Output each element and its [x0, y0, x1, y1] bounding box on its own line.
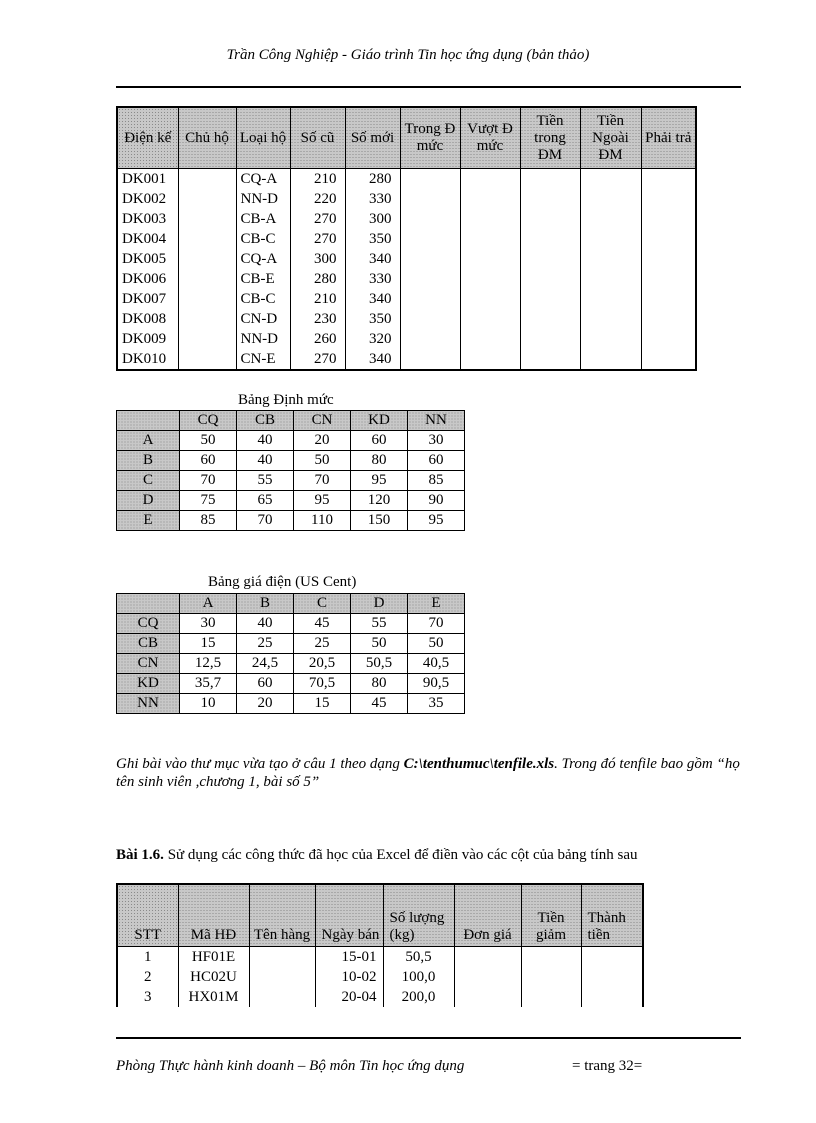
exercise-label: Bài 1.6.	[116, 847, 164, 863]
table-cell	[521, 987, 581, 1007]
table4-header-cell: Đơn giá	[454, 884, 521, 947]
table-cell: DK006	[117, 269, 178, 289]
table-cell: 95	[408, 511, 465, 531]
table1-header-row	[117, 107, 696, 169]
table-cell: 330	[345, 189, 400, 209]
table-cell	[641, 169, 696, 190]
table-cell	[641, 289, 696, 309]
file-path: C:\tenthumuc\tenfile.xls	[403, 756, 555, 772]
table-cell	[581, 967, 643, 987]
table-cell: 340	[345, 289, 400, 309]
table-cell: 20	[237, 694, 294, 714]
table-cell: CQ	[117, 614, 180, 634]
table-row	[117, 289, 696, 309]
table-cell: 10-02	[315, 967, 383, 987]
table1-header-cell: Điện kế	[117, 107, 178, 169]
table-row	[117, 209, 696, 229]
table-cell: 50,5	[383, 947, 454, 968]
table-cell: 60	[237, 674, 294, 694]
table-cell	[520, 329, 580, 349]
table-row	[117, 229, 696, 249]
table-cell	[178, 169, 236, 190]
table-cell: CN-E	[236, 349, 290, 370]
table-cell	[460, 189, 520, 209]
table-cell: 95	[294, 491, 351, 511]
table-cell: NN	[117, 694, 180, 714]
table-cell	[400, 309, 460, 329]
table-cell	[400, 209, 460, 229]
table-cell	[520, 289, 580, 309]
table-cell: 75	[180, 491, 237, 511]
table-cell	[460, 209, 520, 229]
table-cell: DK005	[117, 249, 178, 269]
table-cell: 55	[351, 614, 408, 634]
table1-header-cell: Số mới	[345, 107, 400, 169]
table-cell: C	[117, 471, 180, 491]
table-cell: 20-04	[315, 987, 383, 1007]
table-cell	[178, 309, 236, 329]
table-cell: CN	[294, 411, 351, 431]
table-row	[117, 349, 696, 370]
table-cell: 20,5	[294, 654, 351, 674]
table-cell	[520, 189, 580, 209]
table-cell	[641, 249, 696, 269]
table-cell: CQ	[180, 411, 237, 431]
table4-header-cell: Mã HĐ	[178, 884, 249, 947]
table-cell: 85	[408, 471, 465, 491]
table1-header-cell: Trong Đ mức	[400, 107, 460, 169]
table-cell: 30	[408, 431, 465, 451]
electricity-meter-table	[116, 106, 697, 371]
table-cell: A	[180, 594, 237, 614]
table-cell	[117, 594, 180, 614]
table-cell	[460, 349, 520, 370]
table-cell: 280	[290, 269, 345, 289]
table-cell	[178, 349, 236, 370]
table-row	[117, 189, 696, 209]
table-cell	[641, 269, 696, 289]
table-row	[117, 674, 465, 694]
table-cell: DK007	[117, 289, 178, 309]
table-cell	[460, 169, 520, 190]
table-cell: 70	[408, 614, 465, 634]
table-cell: 95	[351, 471, 408, 491]
table-cell	[178, 229, 236, 249]
table-cell: 25	[237, 634, 294, 654]
table-cell: A	[117, 431, 180, 451]
table-cell: 50	[180, 431, 237, 451]
table-row	[117, 694, 465, 714]
table-cell: 350	[345, 229, 400, 249]
table-cell	[454, 967, 521, 987]
table-cell	[520, 269, 580, 289]
table-cell	[178, 269, 236, 289]
table-cell	[460, 309, 520, 329]
table-cell	[520, 249, 580, 269]
table-cell: E	[117, 511, 180, 531]
table-cell: 210	[290, 169, 345, 190]
table-row	[117, 634, 465, 654]
table-cell: 150	[351, 511, 408, 531]
table-cell	[460, 289, 520, 309]
table-cell: 12,5	[180, 654, 237, 674]
table-cell: CB-C	[236, 229, 290, 249]
table-cell: 50	[408, 634, 465, 654]
table-cell: CQ-A	[236, 249, 290, 269]
table-cell: 90	[408, 491, 465, 511]
table-cell	[178, 249, 236, 269]
table-cell: CQ-A	[236, 169, 290, 190]
table-header-row	[117, 411, 465, 431]
table-cell: CB	[117, 634, 180, 654]
table-cell	[521, 947, 581, 968]
quota-table	[116, 410, 465, 531]
table-cell	[400, 249, 460, 269]
table-cell: 35,7	[180, 674, 237, 694]
table-cell: 350	[345, 309, 400, 329]
table-cell	[641, 229, 696, 249]
table-cell: 60	[180, 451, 237, 471]
table-cell: B	[117, 451, 180, 471]
table-cell	[400, 349, 460, 370]
table-cell: 70,5	[294, 674, 351, 694]
table-cell	[641, 329, 696, 349]
table1-header-cell: Loại hộ	[236, 107, 290, 169]
table-row	[117, 309, 696, 329]
table-cell: DK003	[117, 209, 178, 229]
table-cell	[581, 987, 643, 1007]
table-cell	[521, 967, 581, 987]
table-cell: CB-A	[236, 209, 290, 229]
table-cell: 40,5	[408, 654, 465, 674]
table-cell	[454, 947, 521, 968]
table-cell: 50	[351, 634, 408, 654]
table-cell	[641, 309, 696, 329]
table-cell: DK001	[117, 169, 178, 190]
table-cell: 40	[237, 614, 294, 634]
table-cell: 35	[408, 694, 465, 714]
table-cell: 90,5	[408, 674, 465, 694]
table-cell: 45	[351, 694, 408, 714]
table-row	[117, 269, 696, 289]
table-cell	[249, 987, 315, 1007]
table4-header-cell: Tên hàng	[249, 884, 315, 947]
table-cell: 110	[294, 511, 351, 531]
table-cell	[460, 329, 520, 349]
table4-header-cell: Thành tiền	[581, 884, 643, 947]
table-cell: CN	[117, 654, 180, 674]
table-cell: 330	[345, 269, 400, 289]
table-cell	[117, 411, 180, 431]
table-row	[117, 451, 465, 471]
table-cell	[454, 987, 521, 1007]
table4-header-cell: STT	[117, 884, 178, 947]
table-row	[117, 967, 643, 987]
table-cell: C	[294, 594, 351, 614]
table-cell: 210	[290, 289, 345, 309]
table-cell: 270	[290, 209, 345, 229]
table-cell	[641, 189, 696, 209]
table-cell	[460, 249, 520, 269]
table-cell: 10	[180, 694, 237, 714]
table-row	[117, 491, 465, 511]
electricity-price-table	[116, 593, 465, 714]
table-cell: 200,0	[383, 987, 454, 1007]
table-cell	[580, 189, 641, 209]
table-cell	[580, 269, 641, 289]
table-cell: D	[351, 594, 408, 614]
table-cell: 60	[408, 451, 465, 471]
table-cell: 120	[351, 491, 408, 511]
table-cell: 60	[351, 431, 408, 451]
table-cell: 30	[180, 614, 237, 634]
table4-header-row	[117, 884, 643, 947]
table4-header-cell: Số lượng (kg)	[383, 884, 454, 947]
table-cell: CB	[237, 411, 294, 431]
table-cell: 70	[294, 471, 351, 491]
table-row	[117, 431, 465, 451]
table-cell: 15-01	[315, 947, 383, 968]
table-cell	[460, 269, 520, 289]
table-cell: 260	[290, 329, 345, 349]
table-cell: 300	[290, 249, 345, 269]
table-cell: CB-C	[236, 289, 290, 309]
table-cell: 70	[237, 511, 294, 531]
table-cell	[178, 289, 236, 309]
quota-table-title: Bảng Định mức	[238, 392, 334, 408]
table-cell	[520, 349, 580, 370]
page-number: = trang 32=	[572, 1058, 643, 1074]
table-cell	[641, 349, 696, 370]
table-cell	[520, 229, 580, 249]
table-row	[117, 987, 643, 1007]
table-cell	[460, 229, 520, 249]
table-row	[117, 471, 465, 491]
footer-rule	[116, 1037, 741, 1039]
table-cell	[520, 209, 580, 229]
table-cell	[400, 289, 460, 309]
table-cell: 2	[117, 967, 178, 987]
table-cell: 80	[351, 674, 408, 694]
table-row	[117, 329, 696, 349]
table-cell: HC02U	[178, 967, 249, 987]
table-cell	[580, 209, 641, 229]
table-cell: 80	[351, 451, 408, 471]
table-cell: 70	[180, 471, 237, 491]
table1-header-cell: Vượt Đ mức	[460, 107, 520, 169]
table-cell	[580, 309, 641, 329]
table-cell: 40	[237, 431, 294, 451]
footer-text: Phòng Thực hành kinh doanh – Bộ môn Tin học ứng dụng	[116, 1058, 465, 1074]
table-cell: E	[408, 594, 465, 614]
table-cell: D	[117, 491, 180, 511]
table-cell: 320	[345, 329, 400, 349]
table-cell: 230	[290, 309, 345, 329]
table-cell	[580, 249, 641, 269]
table-header-row	[117, 594, 465, 614]
table-cell	[400, 329, 460, 349]
table-cell	[520, 169, 580, 190]
table-cell: NN	[408, 411, 465, 431]
save-instruction	[116, 755, 746, 791]
table1-header-cell: Chủ hộ	[178, 107, 236, 169]
table-cell	[581, 947, 643, 968]
table-cell	[580, 169, 641, 190]
table-cell	[400, 189, 460, 209]
table-cell	[400, 229, 460, 249]
table-cell: 100,0	[383, 967, 454, 987]
table-cell: DK008	[117, 309, 178, 329]
table-cell: DK009	[117, 329, 178, 349]
table-cell	[580, 349, 641, 370]
table-cell	[249, 947, 315, 968]
table-cell: 55	[237, 471, 294, 491]
table-row	[117, 947, 643, 968]
table-cell	[641, 209, 696, 229]
exercise-heading	[116, 847, 638, 864]
table-cell	[520, 309, 580, 329]
table-cell	[178, 189, 236, 209]
table-cell	[400, 169, 460, 190]
table-cell: 3	[117, 987, 178, 1007]
table-cell	[400, 269, 460, 289]
table-row	[117, 614, 465, 634]
table-cell: 1	[117, 947, 178, 968]
table-cell	[249, 967, 315, 987]
table-cell: NN-D	[236, 329, 290, 349]
table-cell: 220	[290, 189, 345, 209]
table-cell	[580, 229, 641, 249]
table-cell	[580, 329, 641, 349]
table-cell: 50	[294, 451, 351, 471]
table-cell: 50,5	[351, 654, 408, 674]
table-cell: 24,5	[237, 654, 294, 674]
table-cell: CB-E	[236, 269, 290, 289]
price-table-title: Bảng giá điện (US Cent)	[208, 574, 357, 590]
table4-header-cell: Ngày bán	[315, 884, 383, 947]
table-cell: 20	[294, 431, 351, 451]
table-cell: HF01E	[178, 947, 249, 968]
table1-header-cell: Tiền trong ĐM	[520, 107, 580, 169]
table-cell: DK010	[117, 349, 178, 370]
table-cell: 15	[180, 634, 237, 654]
note-post: . Trong đó tenfile bao gồm “họ tên sinh viên ,chương 1, bài số 5”	[116, 756, 740, 790]
table-cell: KD	[117, 674, 180, 694]
table-cell: 85	[180, 511, 237, 531]
table-cell: DK004	[117, 229, 178, 249]
table1-header-cell: Số cũ	[290, 107, 345, 169]
header-rule	[116, 86, 741, 88]
note-pre: Ghi bài vào thư mục vừa tạo ở câu 1 theo dạng	[116, 756, 404, 772]
table-cell: 280	[345, 169, 400, 190]
table-row	[117, 654, 465, 674]
table4-header-cell: Tiền giảm	[521, 884, 581, 947]
table1-header-cell: Tiền Ngoài ĐM	[580, 107, 641, 169]
table-cell: 15	[294, 694, 351, 714]
table-cell: B	[237, 594, 294, 614]
table-cell: 340	[345, 249, 400, 269]
table-cell: 270	[290, 229, 345, 249]
table-cell: HX01M	[178, 987, 249, 1007]
table-cell: 25	[294, 634, 351, 654]
table-cell: 300	[345, 209, 400, 229]
table-cell: 45	[294, 614, 351, 634]
table-cell	[178, 329, 236, 349]
table-cell: NN-D	[236, 189, 290, 209]
exercise-text: Sử dụng các công thức đã học của Excel để điền vào các cột của bảng tính sau	[163, 847, 638, 863]
table-cell	[178, 209, 236, 229]
table-cell: KD	[351, 411, 408, 431]
table-cell	[580, 289, 641, 309]
table-cell: 65	[237, 491, 294, 511]
table1-header-cell: Phải trả	[641, 107, 696, 169]
page-header: Trần Công Nghiệp - Giáo trình Tin học ứng dụng (bản thảo)	[226, 47, 590, 63]
invoice-table	[116, 883, 644, 1007]
table-cell: 340	[345, 349, 400, 370]
table-cell: 40	[237, 451, 294, 471]
table-cell: 270	[290, 349, 345, 370]
table-row	[117, 169, 696, 190]
table-cell: CN-D	[236, 309, 290, 329]
table-row	[117, 249, 696, 269]
table-row	[117, 511, 465, 531]
table-cell: DK002	[117, 189, 178, 209]
